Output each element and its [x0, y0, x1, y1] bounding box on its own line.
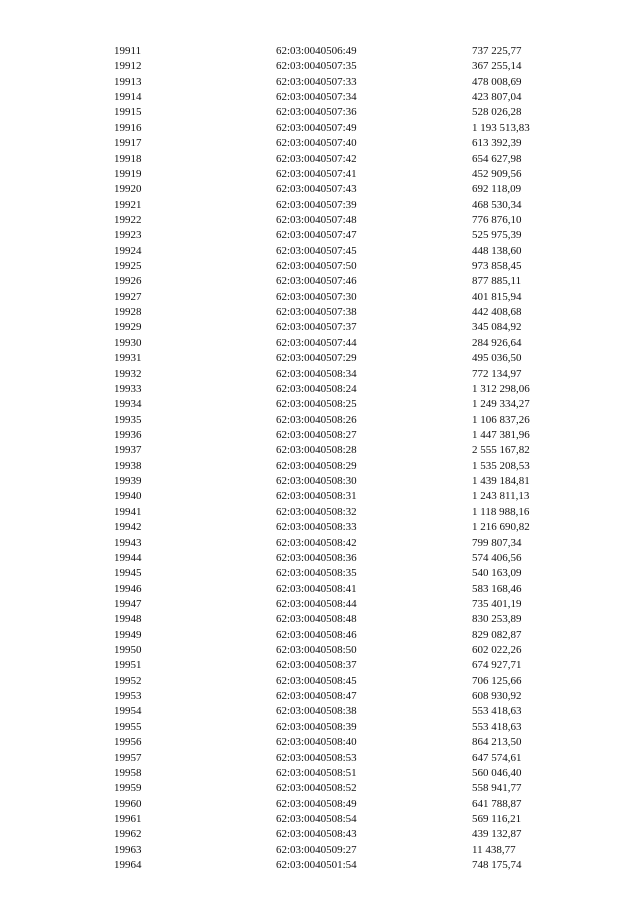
row-number: 19922	[114, 213, 142, 226]
row-number: 19958	[114, 766, 142, 779]
row-number: 19931	[114, 352, 142, 365]
cadastral-value: 654 627,98	[472, 152, 522, 165]
cadastral-number: 62:03:0040508:51	[276, 766, 357, 779]
table-row	[0, 781, 640, 796]
row-number: 19962	[114, 828, 142, 841]
row-number: 19916	[114, 121, 142, 134]
cadastral-number: 62:03:0040507:48	[276, 213, 357, 226]
row-number: 19956	[114, 736, 142, 749]
cadastral-value: 284 926,64	[472, 336, 522, 349]
row-number: 19946	[114, 582, 142, 595]
table-row	[0, 320, 640, 335]
cadastral-value: 602 022,26	[472, 644, 522, 657]
row-number: 19926	[114, 275, 142, 288]
table-row	[0, 858, 640, 873]
cadastral-value: 1 118 988,16	[472, 505, 530, 518]
cadastral-number: 62:03:0040508:47	[276, 690, 357, 703]
cadastral-number: 62:03:0040507:46	[276, 275, 357, 288]
cadastral-number: 62:03:0040508:49	[276, 797, 357, 810]
row-number: 19935	[114, 413, 142, 426]
cadastral-value: 829 082,87	[472, 628, 522, 641]
cadastral-value: 877 885,11	[472, 275, 522, 288]
table-row	[0, 290, 640, 305]
cadastral-value: 674 927,71	[472, 659, 522, 672]
table-row	[0, 228, 640, 243]
cadastral-value: 345 084,92	[472, 321, 522, 334]
row-number: 19940	[114, 490, 142, 503]
row-number: 19950	[114, 644, 142, 657]
cadastral-number: 62:03:0040508:44	[276, 597, 357, 610]
cadastral-value: 468 530,34	[472, 198, 522, 211]
row-number: 19943	[114, 536, 142, 549]
table-row	[0, 489, 640, 504]
cadastral-number: 62:03:0040508:54	[276, 812, 357, 825]
table-row	[0, 121, 640, 136]
cadastral-number: 62:03:0040507:40	[276, 137, 357, 150]
table-row	[0, 213, 640, 228]
row-number: 19918	[114, 152, 142, 165]
table-row	[0, 459, 640, 474]
cadastral-number: 62:03:0040507:33	[276, 75, 357, 88]
cadastral-value: 423 807,04	[472, 91, 522, 104]
cadastral-value: 528 026,28	[472, 106, 522, 119]
cadastral-value: 737 225,77	[472, 45, 522, 57]
row-number: 19919	[114, 167, 142, 180]
cadastral-number: 62:03:0040508:46	[276, 628, 357, 641]
cadastral-value: 452 909,56	[472, 167, 522, 180]
row-number: 19959	[114, 782, 142, 795]
cadastral-value: 574 406,56	[472, 551, 522, 564]
row-number: 19961	[114, 812, 142, 825]
row-number: 19937	[114, 444, 142, 457]
cadastral-value: 1 535 208,53	[472, 459, 530, 472]
table-row	[0, 382, 640, 397]
cadastral-number: 62:03:0040507:47	[276, 229, 357, 242]
cadastral-value: 558 941,77	[472, 782, 522, 795]
row-number: 19934	[114, 398, 142, 411]
table-row	[0, 75, 640, 90]
cadastral-value: 1 312 298,06	[472, 382, 530, 395]
cadastral-number: 62:03:0040507:41	[276, 167, 357, 180]
cadastral-number: 62:03:0040508:45	[276, 674, 357, 687]
table-row	[0, 551, 640, 566]
row-number: 19964	[114, 859, 142, 872]
row-number: 19938	[114, 459, 142, 472]
cadastral-value: 748 175,74	[472, 859, 522, 872]
row-number: 19924	[114, 244, 142, 257]
cadastral-number: 62:03:0040507:30	[276, 290, 357, 303]
cadastral-number: 62:03:0040508:41	[276, 582, 357, 595]
table-row	[0, 674, 640, 689]
cadastral-number: 62:03:0040508:34	[276, 367, 357, 380]
cadastral-number: 62:03:0040507:34	[276, 91, 357, 104]
table-row	[0, 812, 640, 827]
cadastral-number: 62:03:0040508:27	[276, 428, 357, 441]
table-row	[0, 105, 640, 120]
cadastral-value: 367 255,14	[472, 60, 522, 73]
table-row	[0, 643, 640, 658]
table-row	[0, 720, 640, 735]
row-number: 19917	[114, 137, 142, 150]
cadastral-value: 553 418,63	[472, 705, 522, 718]
cadastral-value: 735 401,19	[472, 597, 522, 610]
cadastral-number: 62:03:0040507:44	[276, 336, 357, 349]
table-row	[0, 351, 640, 366]
cadastral-number: 62:03:0040508:31	[276, 490, 357, 503]
table-row	[0, 735, 640, 750]
table-row	[0, 597, 640, 612]
table-row	[0, 305, 640, 320]
cadastral-value: 647 574,61	[472, 751, 522, 764]
table-row	[0, 443, 640, 458]
cadastral-number: 62:03:0040508:32	[276, 505, 357, 518]
table-row	[0, 704, 640, 719]
row-number: 19954	[114, 705, 142, 718]
cadastral-number: 62:03:0040501:54	[276, 859, 357, 872]
cadastral-value: 553 418,63	[472, 720, 522, 733]
table-row	[0, 827, 640, 842]
cadastral-number: 62:03:0040507:50	[276, 260, 357, 273]
cadastral-value: 448 138,60	[472, 244, 522, 257]
cadastral-number: 62:03:0040507:43	[276, 183, 357, 196]
table-row	[0, 505, 640, 520]
cadastral-number: 62:03:0040508:37	[276, 659, 357, 672]
cadastral-number: 62:03:0040508:26	[276, 413, 357, 426]
cadastral-value: 799 807,34	[472, 536, 522, 549]
cadastral-number: 62:03:0040508:52	[276, 782, 357, 795]
row-number: 19913	[114, 75, 142, 88]
cadastral-value: 692 118,09	[472, 183, 522, 196]
cadastral-value: 1 106 837,26	[472, 413, 530, 426]
row-number: 19915	[114, 106, 142, 119]
cadastral-value: 2 555 167,82	[472, 444, 530, 457]
cadastral-value: 11 438,77	[472, 843, 516, 856]
cadastral-value: 1 216 690,82	[472, 521, 530, 534]
table-row	[0, 198, 640, 213]
cadastral-number: 62:03:0040507:45	[276, 244, 357, 257]
table-row	[0, 259, 640, 274]
data-table	[0, 44, 640, 873]
row-number: 19911	[114, 45, 142, 57]
table-row	[0, 628, 640, 643]
cadastral-value: 442 408,68	[472, 306, 522, 319]
row-number: 19953	[114, 690, 142, 703]
cadastral-value: 1 249 334,27	[472, 398, 530, 411]
cadastral-value: 560 046,40	[472, 766, 522, 779]
row-number: 19930	[114, 336, 142, 349]
cadastral-number: 62:03:0040508:29	[276, 459, 357, 472]
row-number: 19948	[114, 613, 142, 626]
row-number: 19942	[114, 521, 142, 534]
cadastral-number: 62:03:0040509:27	[276, 843, 357, 856]
cadastral-number: 62:03:0040507:36	[276, 106, 357, 119]
cadastral-value: 583 168,46	[472, 582, 522, 595]
row-number: 19914	[114, 91, 142, 104]
row-number: 19945	[114, 567, 142, 580]
cadastral-value: 641 788,87	[472, 797, 522, 810]
table-row	[0, 244, 640, 259]
row-number: 19932	[114, 367, 142, 380]
table-row	[0, 843, 640, 858]
row-number: 19912	[114, 60, 142, 73]
table-row	[0, 152, 640, 167]
table-row	[0, 474, 640, 489]
row-number: 19921	[114, 198, 142, 211]
cadastral-value: 1 439 184,81	[472, 475, 530, 488]
cadastral-value: 864 213,50	[472, 736, 522, 749]
table-row	[0, 689, 640, 704]
table-row	[0, 167, 640, 182]
cadastral-number: 62:03:0040508:28	[276, 444, 357, 457]
row-number: 19936	[114, 428, 142, 441]
cadastral-value: 439 132,87	[472, 828, 522, 841]
row-number: 19960	[114, 797, 142, 810]
cadastral-number: 62:03:0040508:35	[276, 567, 357, 580]
table-row	[0, 397, 640, 412]
row-number: 19923	[114, 229, 142, 242]
cadastral-number: 62:03:0040508:53	[276, 751, 357, 764]
table-row	[0, 413, 640, 428]
table-row	[0, 751, 640, 766]
cadastral-number: 62:03:0040507:39	[276, 198, 357, 211]
cadastral-value: 1 243 811,13	[472, 490, 530, 503]
cadastral-value: 495 036,50	[472, 352, 522, 365]
cadastral-value: 525 975,39	[472, 229, 522, 242]
table-row	[0, 658, 640, 673]
table-row	[0, 566, 640, 581]
cadastral-number: 62:03:0040508:50	[276, 644, 357, 657]
table-row	[0, 336, 640, 351]
row-number: 19939	[114, 475, 142, 488]
cadastral-number: 62:03:0040508:24	[276, 382, 357, 395]
row-number: 19957	[114, 751, 142, 764]
table-row	[0, 797, 640, 812]
cadastral-number: 62:03:0040508:48	[276, 613, 357, 626]
row-number: 19925	[114, 260, 142, 273]
cadastral-number: 62:03:0040508:38	[276, 705, 357, 718]
cadastral-value: 776 876,10	[472, 213, 522, 226]
table-row	[0, 520, 640, 535]
row-number: 19941	[114, 505, 142, 518]
cadastral-number: 62:03:0040507:29	[276, 352, 357, 365]
table-row	[0, 428, 640, 443]
row-number: 19951	[114, 659, 142, 672]
table-row	[0, 182, 640, 197]
cadastral-number: 62:03:0040508:40	[276, 736, 357, 749]
row-number: 19920	[114, 183, 142, 196]
table-row	[0, 59, 640, 74]
table-row	[0, 274, 640, 289]
table-row	[0, 766, 640, 781]
cadastral-number: 62:03:0040506:49	[276, 45, 357, 57]
cadastral-value: 706 125,66	[472, 674, 522, 687]
cadastral-number: 62:03:0040508:30	[276, 475, 357, 488]
table-row	[0, 44, 640, 59]
cadastral-number: 62:03:0040508:25	[276, 398, 357, 411]
row-number: 19955	[114, 720, 142, 733]
row-number: 19963	[114, 843, 142, 856]
cadastral-value: 401 815,94	[472, 290, 522, 303]
cadastral-number: 62:03:0040508:42	[276, 536, 357, 549]
cadastral-value: 973 858,45	[472, 260, 522, 273]
row-number: 19933	[114, 382, 142, 395]
row-number: 19944	[114, 551, 142, 564]
cadastral-value: 1 193 513,83	[472, 121, 530, 134]
cadastral-number: 62:03:0040507:42	[276, 152, 357, 165]
cadastral-number: 62:03:0040507:35	[276, 60, 357, 73]
table-row	[0, 367, 640, 382]
table-row	[0, 612, 640, 627]
cadastral-value: 772 134,97	[472, 367, 522, 380]
row-number: 19952	[114, 674, 142, 687]
cadastral-number: 62:03:0040508:36	[276, 551, 357, 564]
cadastral-value: 830 253,89	[472, 613, 522, 626]
row-number: 19927	[114, 290, 142, 303]
table-row	[0, 90, 640, 105]
cadastral-value: 540 163,09	[472, 567, 522, 580]
cadastral-number: 62:03:0040507:38	[276, 306, 357, 319]
cadastral-number: 62:03:0040507:49	[276, 121, 357, 134]
table-row	[0, 582, 640, 597]
row-number: 19929	[114, 321, 142, 334]
table-row	[0, 536, 640, 551]
cadastral-value: 569 116,21	[472, 812, 522, 825]
cadastral-value: 478 008,69	[472, 75, 522, 88]
cadastral-value: 613 392,39	[472, 137, 522, 150]
cadastral-value: 1 447 381,96	[472, 428, 530, 441]
row-number: 19947	[114, 597, 142, 610]
row-number: 19928	[114, 306, 142, 319]
row-number: 19949	[114, 628, 142, 641]
cadastral-value: 608 930,92	[472, 690, 522, 703]
cadastral-number: 62:03:0040508:39	[276, 720, 357, 733]
table-row	[0, 136, 640, 151]
cadastral-number: 62:03:0040508:33	[276, 521, 357, 534]
cadastral-number: 62:03:0040507:37	[276, 321, 357, 334]
cadastral-number: 62:03:0040508:43	[276, 828, 357, 841]
